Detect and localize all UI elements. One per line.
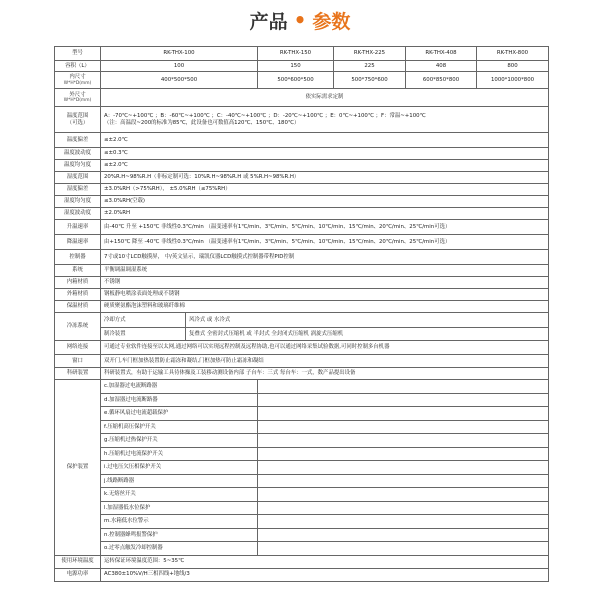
row-value: ≤±2.0℃	[101, 160, 549, 172]
row-value: 科研装置式，有助于运输工具待体操及工装移动测设备内部 子台车：三式 每台车：一式，数产品提出设备	[101, 368, 549, 380]
row-label: 保护装置	[55, 380, 101, 556]
table-row-protection	[55, 434, 549, 448]
row-value: 由-40℃ 升至 +150℃ 非线性0.3℃/min （温变速率有1℃/min、3℃/min、5℃/min、10℃/min、15℃/min、20℃/min、25℃/min可选）	[101, 220, 549, 235]
outer-sub: W*H*D(mm)	[63, 98, 92, 104]
row-label: 湿度偏差	[55, 184, 101, 196]
row-label: 温度偏差	[55, 133, 101, 148]
row-label: 窗口	[55, 355, 101, 368]
table-row	[55, 277, 549, 289]
protection-blank	[258, 434, 549, 448]
row-label: 湿度波动度	[55, 208, 101, 220]
protection-blank	[258, 447, 549, 461]
protection-item: o.过零点触发冷却控制器	[101, 542, 258, 556]
row-label: 外箱材质	[55, 289, 101, 301]
row-label: 湿度范围	[55, 172, 101, 184]
row-value: ≤±0.3℃	[101, 148, 549, 160]
protection-item: d.加湿器过电流断路器	[101, 393, 258, 407]
protection-blank	[258, 474, 549, 488]
protection-blank	[258, 528, 549, 542]
table-row-protection	[55, 542, 549, 556]
outer-label: 外尺寸	[69, 91, 86, 98]
row-label: 使用环境温度	[55, 555, 101, 568]
protection-item: e.循环风扇过电流超载保护	[101, 407, 258, 421]
table-row	[55, 568, 549, 581]
page-title	[0, 0, 600, 40]
row-value: 20%R.H~98%R.H（非标定制可选：10%R.H~98%R.H 或 5%R.H~98%R.H）	[101, 172, 549, 184]
capacity-cell: 800	[477, 61, 549, 72]
title-params: 参数	[312, 10, 351, 33]
cooling-key: 制冷装置	[101, 328, 186, 341]
table-row-protection	[55, 528, 549, 542]
inner-cell: 600*850*800	[406, 72, 477, 89]
row-label: 容积（L）	[55, 61, 101, 72]
model-cell: RK-THX-408	[406, 47, 477, 61]
row-value: 7寸或10寸LCD触摸屏， 中/英文显示，瑞凯仪器LCD触摸式控制器带程PID控制	[101, 250, 549, 265]
table-row-capacity	[55, 61, 549, 72]
table-row	[55, 289, 549, 301]
table-row-cooling-2	[55, 328, 549, 341]
row-value: AC380±10%V/H三相四线+地线/3	[101, 568, 549, 581]
inner-cell: 400*500*500	[101, 72, 258, 89]
table-row	[55, 368, 549, 380]
temp-range-note: （注：高温段~200的标准为85℃，此设备也可数值高120℃、150℃、180℃）	[104, 119, 300, 126]
table-row	[55, 555, 549, 568]
table-row	[55, 133, 549, 148]
row-value	[101, 107, 549, 133]
row-label: 升温速率	[55, 220, 101, 235]
table-row	[55, 172, 549, 184]
inner-cell: 500*600*500	[258, 72, 334, 89]
table-row	[55, 341, 549, 355]
row-label: 湿度均匀度	[55, 196, 101, 208]
row-label: 控制器	[55, 250, 101, 265]
row-label: 降温速率	[55, 235, 101, 250]
temp-range-text: A：-70℃~+100℃ ；B：-60℃~+100℃ ；C：-40℃~+100℃ ；D：-20℃~+100℃ ；E：0℃~+100℃ ；F：常温~+100℃	[104, 113, 426, 120]
title-dot: •	[293, 8, 307, 32]
table-row	[55, 148, 549, 160]
table-row	[55, 265, 549, 277]
inner-label: 内尺寸	[69, 74, 86, 81]
row-value: 运转保证环境温度范围：5~35℃	[101, 555, 549, 568]
table-row	[55, 220, 549, 235]
model-cell: RK-THX-100	[101, 47, 258, 61]
table-row	[55, 355, 549, 368]
table-row-protection	[55, 515, 549, 529]
model-cell: RK-THX-150	[258, 47, 334, 61]
protection-blank	[258, 488, 549, 502]
table-row-protection	[55, 393, 549, 407]
table-row	[55, 160, 549, 172]
row-label: 温度波动度	[55, 148, 101, 160]
row-value: 平衡调温调湿系统	[101, 265, 549, 277]
table-row-protection	[55, 380, 549, 394]
row-value: ≤3.0%RH(空载)	[101, 196, 549, 208]
row-label: 型号	[55, 47, 101, 61]
row-label: 温度均匀度	[55, 160, 101, 172]
protection-item: f.压缩机高压保护开关	[101, 420, 258, 434]
capacity-cell: 225	[334, 61, 406, 72]
table-row-cooling-1	[55, 313, 549, 328]
row-label: 系统	[55, 265, 101, 277]
title-product: 产品	[249, 10, 288, 33]
protection-blank	[258, 461, 549, 475]
row-value: 不锈钢	[101, 277, 549, 289]
cooling-key: 冷却方式	[101, 313, 186, 328]
row-label: 保温材质	[55, 301, 101, 313]
row-label	[55, 89, 101, 107]
protection-blank	[258, 420, 549, 434]
capacity-cell: 408	[406, 61, 477, 72]
table-row-protection	[55, 447, 549, 461]
table-row	[55, 208, 549, 220]
row-label: 电源功率	[55, 568, 101, 581]
row-value: 由+150℃ 降至 -40℃ 非线性0.3℃/min （温变速率有1℃/min、3℃/min、5℃/min、10℃/min、15℃/min、20℃/min、25℃/min可选）	[101, 235, 549, 250]
table-row-inner	[55, 72, 549, 89]
model-cell: RK-THX-225	[334, 47, 406, 61]
table-row	[55, 184, 549, 196]
protection-blank	[258, 407, 549, 421]
row-value: ±2.0%RH	[101, 208, 549, 220]
table-row-protection	[55, 501, 549, 515]
inner-cell: 1000*1000*800	[477, 72, 549, 89]
protection-blank	[258, 515, 549, 529]
table-row	[55, 107, 549, 133]
protection-item: h.压缩机过电流保护开关	[101, 447, 258, 461]
table-row-protection	[55, 474, 549, 488]
row-label: 冷冻系统	[55, 313, 101, 341]
row-value: 硬质聚氨酯泡沫塑料和玻璃纤维棉	[101, 301, 549, 313]
protection-item: j.线路断路器	[101, 474, 258, 488]
capacity-cell: 150	[258, 61, 334, 72]
protection-item: l.加湿器低水位保护	[101, 501, 258, 515]
table-row-model	[55, 47, 549, 61]
table-row	[55, 301, 549, 313]
table-row	[55, 235, 549, 250]
table-row-protection	[55, 488, 549, 502]
outer-cell: 依实际需求定制	[101, 89, 549, 107]
table-row-protection	[55, 420, 549, 434]
row-label: 内箱材质	[55, 277, 101, 289]
table-row-protection	[55, 407, 549, 421]
cooling-value: 复叠式 全密封式压缩机 或 半封式 全封闭式压缩机 涡旋式压缩机	[186, 328, 549, 341]
protection-item: c.加湿器过电流断路器	[101, 380, 258, 394]
inner-sub: W*H*D(mm)	[63, 80, 92, 86]
inner-cell: 500*750*600	[334, 72, 406, 89]
row-label: 温度范围 （可选）	[55, 107, 101, 133]
row-value: 双开门,车门框加热装置防止霜冻和凝结,门框加热可防止霜冻和凝结	[101, 355, 549, 368]
cooling-value: 风冷式 或 水冷式	[186, 313, 549, 328]
table-row	[55, 196, 549, 208]
protection-blank	[258, 542, 549, 556]
capacity-cell: 100	[101, 61, 258, 72]
protection-blank	[258, 380, 549, 394]
row-value: 钢板静电喷涂表面处理或不锈钢	[101, 289, 549, 301]
row-value: 可通过专业软件连接至以太网,通过网络可以实现远程控制及远程协助,也可以通过网络采集试验数据,可同时控制多台机器	[101, 341, 549, 355]
spec-table	[54, 46, 549, 582]
protection-blank	[258, 393, 549, 407]
protection-blank	[258, 501, 549, 515]
protection-item: k.无熔丝开关	[101, 488, 258, 502]
protection-item: n.控制器蜂鸣报警保护	[101, 528, 258, 542]
model-cell: RK-THX-800	[477, 47, 549, 61]
table-row	[55, 250, 549, 265]
row-label: 网络连接	[55, 341, 101, 355]
table-row-protection	[55, 461, 549, 475]
protection-item: g.压缩机过热保护开关	[101, 434, 258, 448]
protection-item: i.过电压欠压相保护开关	[101, 461, 258, 475]
table-row-outer	[55, 89, 549, 107]
protection-item: m.水箱低水位警示	[101, 515, 258, 529]
row-value: ±3.0%RH（>75%RH）， ±5.0%RH（≤75%RH）	[101, 184, 549, 196]
row-label	[55, 72, 101, 89]
row-label: 科研装置	[55, 368, 101, 380]
row-value: ≤±2.0℃	[101, 133, 549, 148]
